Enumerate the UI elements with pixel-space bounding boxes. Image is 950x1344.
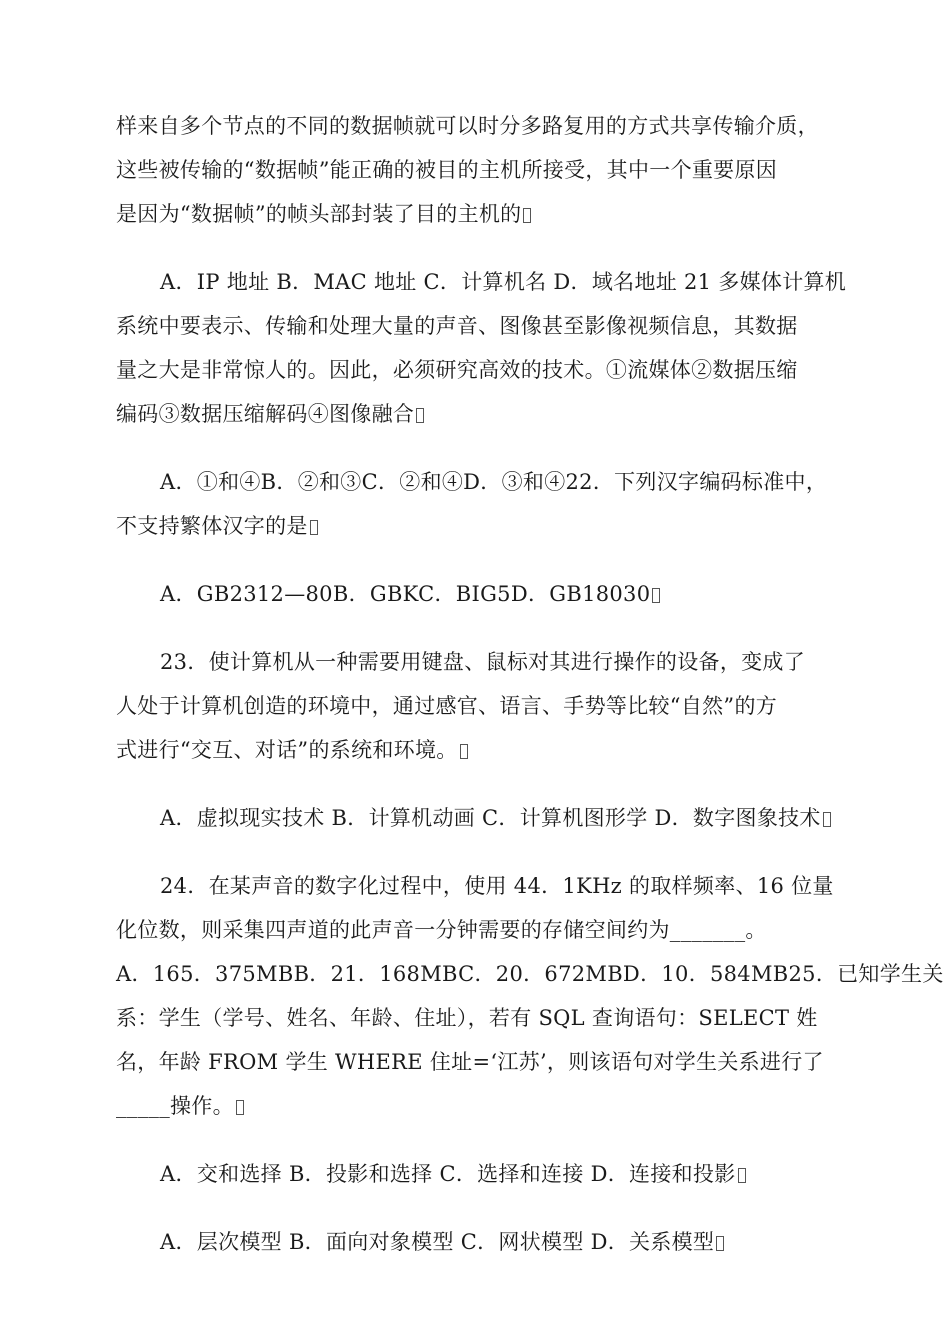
text-line: A．虚拟现实技术 B．计算机动画 C．计算机图形学 D．数字图象技术 <box>116 796 836 840</box>
text-line: A．GB2312—80B．GBKC．BIG5D．GB18030 <box>116 572 836 616</box>
text-line: 样来自多个节点的不同的数据帧就可以时分多路复用的方式共享传输介质， <box>116 114 819 138</box>
missing-glyph-icon <box>823 812 831 827</box>
missing-glyph-icon <box>652 588 660 603</box>
text-line: 这些被传输的“数据帧”能正确的被目的主机所接受，其中一个重要原因 <box>116 158 778 182</box>
missing-glyph-icon <box>236 1100 244 1115</box>
missing-glyph-icon <box>310 520 318 535</box>
missing-glyph-icon <box>738 1168 746 1183</box>
text-line: _____操作。 <box>116 1084 836 1128</box>
paragraph-options-22 <box>116 572 836 616</box>
paragraph-frame-question <box>116 104 836 236</box>
text-line: 23．使计算机从一种需要用键盘、鼠标对其进行操作的设备，变成了 <box>160 650 806 674</box>
paragraph-question-23 <box>116 640 836 772</box>
paragraph-question-22 <box>116 460 836 548</box>
missing-glyph-icon <box>523 208 531 223</box>
missing-glyph-icon <box>416 408 424 423</box>
paragraph-question-21 <box>116 260 847 436</box>
text-line: 是因为“数据帧”的帧头部封装了目的主机的 <box>116 192 836 236</box>
missing-glyph-icon <box>716 1236 724 1251</box>
text-line: 式进行“交互、对话”的系统和环境。 <box>116 728 836 772</box>
text-line: 系：学生（学号、姓名、年龄、住址），若有 SQL 查询语句：SELECT 姓 <box>116 1006 818 1030</box>
paragraph-options-25 <box>116 1152 836 1196</box>
text-line: A．①和④B．②和③C．②和④D．③和④22．下列汉字编码标准中， <box>160 470 828 494</box>
text-line: 24．在某声音的数字化过程中，使用 44．1KHz 的取样频率、16 位量 <box>160 874 834 898</box>
paragraph-options-23 <box>116 796 836 840</box>
text-line: A．层次模型 B．面向对象模型 C．网状模型 D．关系模型 <box>116 1220 836 1264</box>
text-line: 不支持繁体汉字的是 <box>116 504 836 548</box>
text-line: A．165．375MBB．21．168MBC．20．672MBD．10．584MB25．已知学生关 <box>116 962 944 986</box>
text-line: A．交和选择 B．投影和选择 C．选择和连接 D．连接和投影 <box>116 1152 836 1196</box>
text-line: 名，年龄 FROM 学生 WHERE 住址=‘江苏’，则该语句对学生关系进行了 <box>116 1050 824 1074</box>
text-line: 量之大是非常惊人的。因此，必须研究高效的技术。①流媒体②数据压缩 <box>116 358 798 382</box>
text-line: 化位数，则采集四声道的此声音一分钟需要的存储空间约为_______。 <box>116 918 767 942</box>
missing-glyph-icon <box>460 744 468 759</box>
text-line: A．IP 地址 B．MAC 地址 C．计算机名 D．域名地址 21 多媒体计算机 <box>160 270 847 294</box>
document-body <box>116 104 944 1288</box>
paragraph-question-24-25 <box>116 864 944 1128</box>
text-line: 编码③数据压缩解码④图像融合 <box>116 392 836 436</box>
text-line: 人处于计算机创造的环境中，通过感官、语言、手势等比较“自然”的方 <box>116 694 778 718</box>
paragraph-options-model <box>116 1220 836 1264</box>
text-line: 系统中要表示、传输和处理大量的声音、图像甚至影像视频信息，其数据 <box>116 314 798 338</box>
